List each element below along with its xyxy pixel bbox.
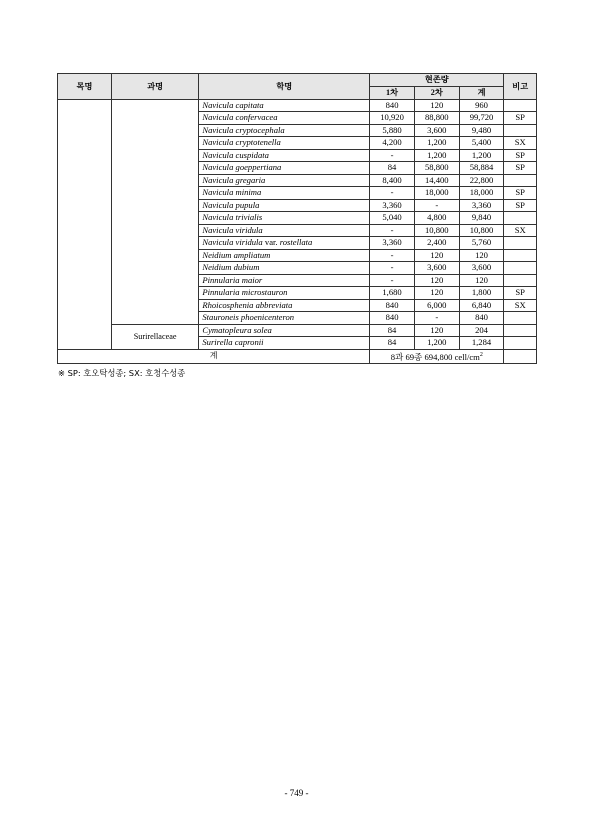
first-cell: 1,680 (370, 287, 415, 300)
total-unit-exponent: 2 (479, 351, 483, 358)
header-total: 계 (459, 87, 504, 100)
second-cell: 3,600 (414, 124, 459, 137)
total-cell: 1,800 (459, 287, 504, 300)
total-value-cell (370, 349, 504, 363)
species-name-cell: Navicula viridula (199, 224, 370, 237)
first-cell: 10,920 (370, 112, 415, 125)
total-cell: 22,800 (459, 174, 504, 187)
order-cell (58, 99, 112, 349)
header-family: 과명 (111, 74, 198, 100)
second-cell: 58,800 (414, 162, 459, 175)
species-name-cell: Navicula confervacea (199, 112, 370, 125)
table-row (58, 99, 537, 112)
total-cell: 5,400 (459, 137, 504, 150)
note-cell (504, 262, 537, 275)
second-cell: 120 (414, 274, 459, 287)
note-cell (504, 99, 537, 112)
species-name-cell: Navicula minima (199, 187, 370, 200)
footnote: ※ SP: 호오탁성종; SX: 호청수성종 (58, 368, 186, 378)
first-cell: - (370, 224, 415, 237)
second-cell: 18,000 (414, 187, 459, 200)
second-cell: 14,400 (414, 174, 459, 187)
species-name-cell: Navicula pupula (199, 199, 370, 212)
first-cell: 5,040 (370, 212, 415, 225)
total-value: 8과 69종 694,800 cell/cm (390, 351, 480, 362)
header-order: 목명 (58, 74, 112, 100)
species-name-cell: Stauroneis phoenicenteron (199, 312, 370, 325)
species-name-cell: Navicula goeppertiana (199, 162, 370, 175)
page-number: - 749 - (284, 788, 309, 798)
note-cell (504, 174, 537, 187)
species-name-cell: Navicula cryptocephala (199, 124, 370, 137)
note-cell (504, 212, 537, 225)
note-cell (504, 124, 537, 137)
species-name-cell: Navicula cuspidata (199, 149, 370, 162)
species-name-cell: Pinnularia microstauron (199, 287, 370, 300)
header-first: 1차 (370, 87, 415, 100)
note-cell (504, 337, 537, 350)
species-name-cell: Navicula viridula var. rostellata (199, 237, 370, 250)
total-cell: 6,840 (459, 299, 504, 312)
total-cell: 10,800 (459, 224, 504, 237)
total-note-cell (504, 349, 537, 363)
second-cell: 1,200 (414, 337, 459, 350)
second-cell: 120 (414, 287, 459, 300)
first-cell: 840 (370, 99, 415, 112)
total-cell: 3,600 (459, 262, 504, 275)
species-name-cell: Navicula cryptotenella (199, 137, 370, 150)
second-cell: - (414, 312, 459, 325)
second-cell: 1,200 (414, 137, 459, 150)
second-cell: 4,800 (414, 212, 459, 225)
note-cell (504, 324, 537, 337)
note-cell (504, 274, 537, 287)
species-abundance-table (57, 73, 537, 364)
first-cell: - (370, 262, 415, 275)
total-row (58, 349, 537, 363)
second-cell: 10,800 (414, 224, 459, 237)
first-cell: 5,880 (370, 124, 415, 137)
total-cell: 9,840 (459, 212, 504, 225)
second-cell: 88,800 (414, 112, 459, 125)
note-cell (504, 249, 537, 262)
second-cell: 1,200 (414, 149, 459, 162)
total-cell: 5,760 (459, 237, 504, 250)
total-cell: 9,480 (459, 124, 504, 137)
second-cell: 6,000 (414, 299, 459, 312)
note-cell (504, 237, 537, 250)
second-cell: - (414, 199, 459, 212)
first-cell: 84 (370, 324, 415, 337)
total-cell: 18,000 (459, 187, 504, 200)
first-cell: 4,200 (370, 137, 415, 150)
second-cell: 120 (414, 324, 459, 337)
second-cell: 3,600 (414, 262, 459, 275)
first-cell: - (370, 149, 415, 162)
note-cell: SP (504, 187, 537, 200)
first-cell: 840 (370, 312, 415, 325)
first-cell: 84 (370, 337, 415, 350)
species-name-cell: Navicula capitata (199, 99, 370, 112)
header-note: 비고 (504, 74, 537, 100)
first-cell: 3,360 (370, 199, 415, 212)
total-cell: 840 (459, 312, 504, 325)
total-cell: 1,284 (459, 337, 504, 350)
total-cell: 58,884 (459, 162, 504, 175)
first-cell: 8,400 (370, 174, 415, 187)
table-body (58, 99, 537, 363)
second-cell: 120 (414, 99, 459, 112)
total-cell: 960 (459, 99, 504, 112)
note-cell: SX (504, 137, 537, 150)
total-cell: 120 (459, 274, 504, 287)
total-cell: 1,200 (459, 149, 504, 162)
first-cell: - (370, 249, 415, 262)
species-name-cell: Pinnularia maior (199, 274, 370, 287)
total-cell: 99,720 (459, 112, 504, 125)
note-cell: SX (504, 224, 537, 237)
header-second: 2차 (414, 87, 459, 100)
species-name-cell: Navicula gregaria (199, 174, 370, 187)
first-cell: 3,360 (370, 237, 415, 250)
note-cell: SP (504, 162, 537, 175)
header-abundance: 현존량 (370, 74, 504, 87)
species-name-cell: Rhoicosphenia abbreviata (199, 299, 370, 312)
second-cell: 120 (414, 249, 459, 262)
species-name-cell: Surirella capronii (199, 337, 370, 350)
total-cell: 204 (459, 324, 504, 337)
first-cell: - (370, 274, 415, 287)
note-cell: SP (504, 149, 537, 162)
note-cell: SP (504, 112, 537, 125)
first-cell: - (370, 187, 415, 200)
note-cell (504, 312, 537, 325)
note-cell: SP (504, 287, 537, 300)
header-species: 학명 (199, 74, 370, 100)
first-cell: 840 (370, 299, 415, 312)
total-cell: 3,360 (459, 199, 504, 212)
total-label: 계 (58, 349, 370, 363)
species-name-cell: Navicula trivialis (199, 212, 370, 225)
table-row (58, 324, 537, 337)
first-cell: 84 (370, 162, 415, 175)
species-name-cell: Cymatopleura solea (199, 324, 370, 337)
species-name-cell: Neidium dubium (199, 262, 370, 275)
family-cell-surirellaceae: Surirellaceae (111, 324, 198, 349)
second-cell: 2,400 (414, 237, 459, 250)
total-cell: 120 (459, 249, 504, 262)
note-cell: SX (504, 299, 537, 312)
family-cell (111, 99, 198, 324)
note-cell: SP (504, 199, 537, 212)
species-name-cell: Neidium ampliatum (199, 249, 370, 262)
